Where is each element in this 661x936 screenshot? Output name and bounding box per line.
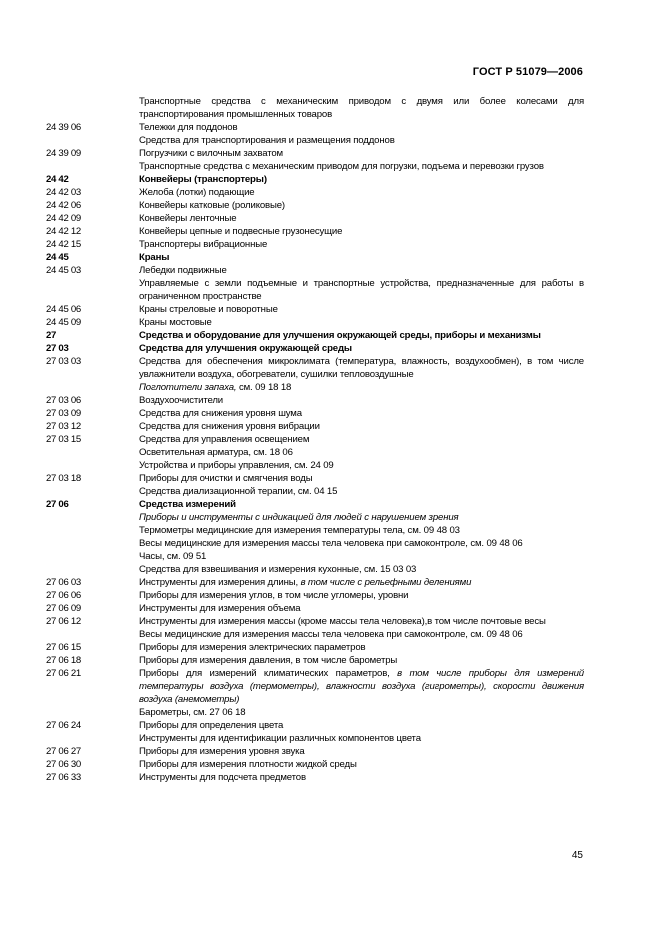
list-item [46,719,584,732]
list-item [46,706,584,719]
entry-code: 24 45 06 [46,304,81,315]
list-item [46,134,584,147]
entry-text: Средства и оборудование для улучшения окружающей среды, приборы и механизмы [139,330,541,341]
list-item [46,732,584,745]
entry-text: Погрузчики с вилочным захватом [139,148,283,159]
entry-code: 27 06 24 [46,720,81,731]
entry-text: Средства для транспортирования и размещения поддонов [139,135,395,146]
entry-description [139,758,584,771]
entry-text: Приборы для измерений климатических параметров, [139,668,398,679]
entry-code: 27 06 21 [46,668,81,679]
entry-description [139,667,584,706]
entry-description [139,511,584,524]
entry-description [139,472,584,485]
entry-description [139,303,584,316]
entry-description [139,576,584,589]
entry-description [139,121,584,134]
entry-code: 27 03 12 [46,421,81,432]
entry-description [139,355,584,381]
list-item [46,771,584,784]
entry-text: Конвейеры катковые (роликовые) [139,200,285,211]
list-item [46,524,584,537]
entry-description [139,433,584,446]
entry-text: Краны [139,252,170,263]
entry-code: 27 06 06 [46,590,81,601]
list-item [46,446,584,459]
entry-text-italic: Приборы и инструменты с индикацией для людей с нарушением зрения [139,512,459,523]
list-item [46,186,584,199]
entry-description [139,394,584,407]
entry-code: 27 03 09 [46,408,81,419]
entry-code: 27 06 03 [46,577,81,588]
entry-description [139,732,584,745]
entry-code: 24 42 [46,174,69,185]
list-item [46,251,584,264]
entry-text: Приборы для измерения электрических параметров [139,642,366,653]
list-item [46,589,584,602]
entry-text: Краны мостовые [139,317,212,328]
list-item [46,277,584,303]
entry-description [139,537,584,550]
entry-text: Желоба (лотки) подающие [139,187,255,198]
entry-text: Устройства и приборы управления, см. 24 09 [139,460,334,471]
classification-list [46,95,584,784]
entry-text-italic: в том числе с рельефными делениями [300,577,472,588]
entry-code: 27 06 [46,499,69,510]
list-item [46,264,584,277]
entry-text: Управляемые с земли подъемные и транспортные устройства, предназначенные для работы в ограниченном пространстве [139,278,584,302]
document-header: ГОСТ Р 51079—2006 [472,66,583,78]
list-item [46,420,584,433]
list-item [46,485,584,498]
entry-text: Средства измерений [139,499,236,510]
entry-text: см. 09 18 18 [236,382,292,393]
entry-code: 24 42 15 [46,239,81,250]
entry-text: Краны стреловые и поворотные [139,304,278,315]
entry-description [139,524,584,537]
entry-code: 27 03 06 [46,395,81,406]
entry-code: 27 06 33 [46,772,81,783]
list-item [46,342,584,355]
list-item [46,212,584,225]
entry-code: 24 42 03 [46,187,81,198]
list-item [46,641,584,654]
list-item [46,329,584,342]
list-item [46,654,584,667]
entry-text: Термометры медицинские для измерения температуры тела, см. 09 48 03 [139,525,460,536]
entry-code: 27 03 03 [46,356,81,367]
entry-code: 24 42 09 [46,213,81,224]
list-item [46,381,584,394]
entry-description [139,316,584,329]
entry-text-italic: Поглотители запаха, [139,382,237,393]
entry-description [139,264,584,277]
entry-text: Средства для взвешивания и измерения кухонные, см. 15 03 03 [139,564,417,575]
entry-description [139,329,584,342]
entry-code: 24 45 03 [46,265,81,276]
entry-code: 27 03 [46,343,69,354]
entry-description [139,498,584,511]
entry-text: Барометры, см. 27 06 18 [139,707,246,718]
entry-description [139,160,584,173]
entry-text: Воздухоочистители [139,395,223,406]
entry-text: Приборы для измерения углов, в том числе угломеры, уровни [139,590,409,601]
entry-text: Приборы для определения цвета [139,720,284,731]
entry-description [139,706,584,719]
entry-description [139,628,584,641]
entry-description [139,186,584,199]
entry-description [139,446,584,459]
entry-description [139,381,584,394]
entry-description [139,589,584,602]
entry-description [139,407,584,420]
entry-description [139,602,584,615]
entry-description [139,420,584,433]
entry-text: Приборы для измерения плотности жидкой среды [139,759,357,770]
entry-text: Приборы для измерения давления, в том числе барометры [139,655,398,666]
entry-text-italic: в том числе приборы для измерений температуры воздуха (термометры), влажности воздуха (гигрометры), скорости движения воздуха (анемометры) [139,668,584,705]
entry-code: 24 42 06 [46,200,81,211]
list-item [46,615,584,628]
list-item [46,147,584,160]
entry-text: Конвейеры ленточные [139,213,237,224]
entry-code: 27 03 18 [46,473,81,484]
entry-code: 27 06 09 [46,603,81,614]
list-item [46,394,584,407]
list-item [46,628,584,641]
entry-text: Средства диализационной терапии, см. 04 15 [139,486,338,497]
entry-description [139,485,584,498]
entry-code: 27 06 15 [46,642,81,653]
entry-text: Осветительная арматура, см. 18 06 [139,447,293,458]
entry-text: Часы, см. 09 51 [139,551,207,562]
list-item [46,316,584,329]
list-item [46,563,584,576]
entry-code: 24 45 09 [46,317,81,328]
entry-code: 24 39 06 [46,122,81,133]
entry-text: Средства для улучшения окружающей среды [139,343,352,354]
entry-text: Инструменты для идентификации различных компонентов цвета [139,733,421,744]
entry-text: Весы медицинские для измерения массы тела человека при самоконтроле, см. 09 48 06 [139,629,523,640]
list-item [46,355,584,381]
list-item [46,667,584,706]
entry-text: Транспортные средства с механическим приводом с двумя или более колесами для транспортирования промышленных товаров [139,96,584,120]
entry-description [139,745,584,758]
entry-text: Приборы для измерения уровня звука [139,746,305,757]
list-item [46,745,584,758]
list-item [46,225,584,238]
entry-description [139,771,584,784]
entry-text: Лебедки подвижные [139,265,227,276]
page-number: 45 [571,850,583,861]
list-item [46,602,584,615]
entry-text: Транспортеры вибрационные [139,239,268,250]
list-item [46,472,584,485]
entry-description [139,225,584,238]
entry-description [139,95,584,121]
entry-description [139,147,584,160]
entry-text: Инструменты для измерения длины, [139,577,301,588]
entry-description [139,615,584,628]
entry-description [139,238,584,251]
list-item [46,576,584,589]
entry-text: Приборы для очистки и смягчения воды [139,473,313,484]
entry-description [139,199,584,212]
entry-description [139,212,584,225]
list-item [46,95,584,121]
entry-description [139,277,584,303]
entry-code: 27 06 30 [46,759,81,770]
entry-code: 27 06 27 [46,746,81,757]
entry-description [139,719,584,732]
entry-description [139,459,584,472]
entry-text: Инструменты для измерения объема [139,603,301,614]
entry-code: 27 03 15 [46,434,81,445]
entry-text: Средства для снижения уровня вибрации [139,421,320,432]
entry-text: Транспортные средства с механическим приводом для погрузки, подъема и перевозки грузов [139,161,544,172]
entry-text: Конвейеры (транспортеры) [139,174,267,185]
list-item [46,407,584,420]
entry-text: Средства для управления освещением [139,434,310,445]
entry-code: 24 39 09 [46,148,81,159]
entry-description [139,654,584,667]
list-item [46,199,584,212]
list-item [46,758,584,771]
entry-code: 24 42 12 [46,226,81,237]
entry-text: Средства для снижения уровня шума [139,408,302,419]
list-item [46,459,584,472]
list-item [46,160,584,173]
list-item [46,511,584,524]
list-item [46,433,584,446]
entry-code: 27 06 12 [46,616,81,627]
entry-code: 27 [46,330,57,341]
list-item [46,173,584,186]
entry-code: 27 06 18 [46,655,81,666]
entry-text: Инструменты для подсчета предметов [139,772,306,783]
list-item [46,303,584,316]
entry-text: Тележки для поддонов [139,122,238,133]
list-item [46,121,584,134]
entry-description [139,550,584,563]
entry-text: Весы медицинские для измерения массы тела человека при самоконтроле, см. 09 48 06 [139,538,523,549]
list-item [46,238,584,251]
entry-description [139,641,584,654]
entry-text: Инструменты для измерения массы (кроме массы тела человека),в том числе почтовые весы [139,616,546,627]
list-item [46,537,584,550]
list-item [46,498,584,511]
list-item [46,550,584,563]
entry-description [139,251,584,264]
entry-text: Средства для обеспечения микроклимата (температура, влажность, воздухообмен), в том числе увлажнители воздуха, обогреватели, сушилки тепловоздушные [139,356,584,380]
entry-text: Конвейеры цепные и подвесные грузонесущие [139,226,343,237]
entry-description [139,134,584,147]
entry-description [139,563,584,576]
entry-description [139,173,584,186]
entry-description [139,342,584,355]
entry-code: 24 45 [46,252,69,263]
